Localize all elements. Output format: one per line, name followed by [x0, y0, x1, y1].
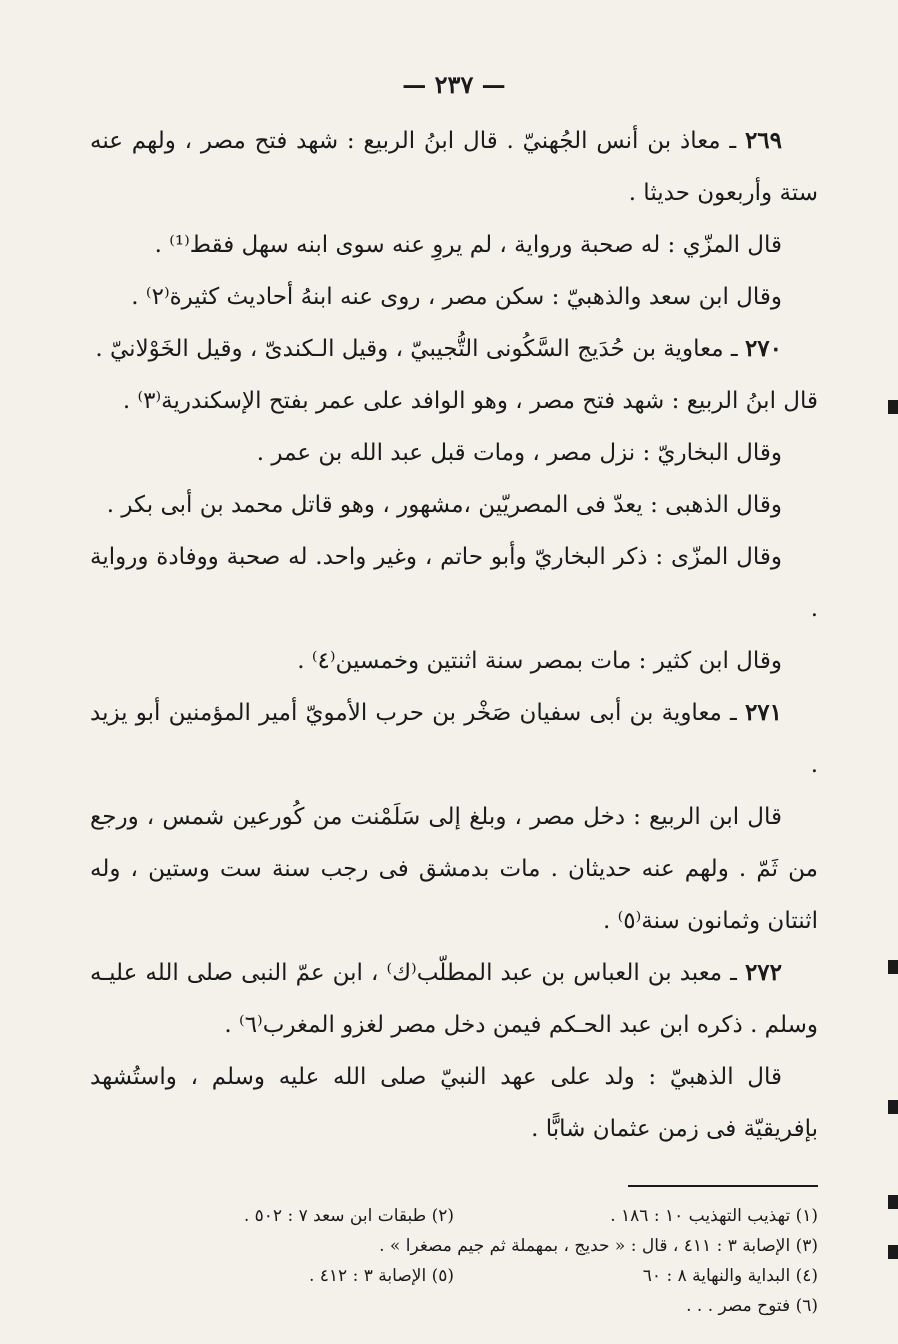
- entry-number: ٢٧٠: [744, 335, 782, 362]
- entry-paragraph: [90, 687, 818, 791]
- entry-paragraph: [90, 323, 818, 375]
- footnote-line: [90, 1201, 818, 1231]
- entry-paragraph: [90, 635, 818, 687]
- footnote-line: [90, 1231, 818, 1261]
- body-text: [90, 115, 818, 1155]
- entry-text: ـ معاوية بن حُدَيج السَّكُونى التُّجيبيّ ، وقيل الـكندىّ ، وقيل الخَوْلانيّ .: [95, 336, 745, 362]
- entry-paragraph: [90, 531, 818, 635]
- entry-text: ـ معاذ بن أنس الجُهنيّ . قال ابنُ الربيع : شهد فتح مصر ، ولهم عنه ستة وأربعون حديثا .: [90, 128, 818, 206]
- entry-paragraph: [90, 375, 818, 427]
- entry-number: ٢٧٢: [744, 959, 782, 986]
- entry-paragraph: [90, 479, 818, 531]
- entry-paragraph: [90, 219, 818, 271]
- footnote: (٦) فتوح مصر . . .: [686, 1296, 818, 1316]
- scan-edge-mark: [888, 1195, 898, 1209]
- entry-paragraph: [90, 791, 818, 947]
- entry-number: ٢٦٩: [744, 127, 782, 154]
- entry-paragraph: [90, 427, 818, 479]
- footnote: (٢) طبقات ابن سعد ٧ : ٥٠٢ .: [243, 1206, 454, 1226]
- footnote-line: [90, 1261, 818, 1291]
- entry-text: قال الذهبيّ : ولد على عهد النبيّ صلى الله عليه وسلم ، واستُشهد بإفريقيّة فى زمن عثمان شابًّا .: [90, 1064, 818, 1142]
- entry-text: قال المزّي : له صحبة ورواية ، لم يروِ عنه سوى ابنه سهل فقط⁽¹⁾ .: [154, 232, 782, 258]
- entry-paragraph: [90, 947, 818, 1051]
- footnote: (٥) الإصابة ٣ : ٤١٢ .: [308, 1266, 454, 1286]
- entry-number: ٢٧١: [744, 699, 782, 726]
- footnote-line: [90, 1291, 818, 1321]
- footnotes: [90, 1201, 818, 1321]
- footnote: (٤) البداية والنهاية ٨ : ٦٠: [642, 1266, 818, 1286]
- entry-text: وقال الذهبى : يعدّ فى المصريّين ،مشهور ، وهو قاتل محمد بن أبى بكر .: [106, 492, 782, 518]
- entry-paragraph: [90, 271, 818, 323]
- entry-text: وقال ابن كثير : مات بمصر سنة اثنتين وخمسين⁽٤⁾ .: [297, 648, 782, 674]
- footnote: (١) تهذيب التهذيب ١٠ : ١٨٦ .: [610, 1206, 818, 1226]
- scan-edge-mark: [888, 400, 898, 414]
- entry-text: وقال البخاريّ : نزل مصر ، ومات قبل عبد الله بن عمر .: [256, 440, 782, 466]
- footnote: (٣) الإصابة ٣ : ٤١١ ، قال : « حديج ، بمهملة ثم جيم مصغرا » .: [379, 1236, 818, 1256]
- entry-text: ـ معبد بن العباس بن عبد المطلّب⁽ك⁾ ، ابن عمّ النبى صلى الله عليـه وسلم . ذكره ابن عبد الحـكم فيمن دخل مصر لغزو المغرب⁽٦⁾ .: [90, 960, 818, 1038]
- footnote-divider: [628, 1185, 818, 1187]
- entry-text: وقال المزّى : ذكر البخاريّ وأبو حاتم ، وغير واحد. له صحبة ووفادة ورواية .: [90, 544, 818, 622]
- scan-edge-mark: [888, 1100, 898, 1114]
- page-number: — ٢٣٧ —: [402, 70, 506, 99]
- entry-text: قال ابنُ الربيع : شهد فتح مصر ، وهو الوافد على عمر بفتح الإسكندرية⁽٣⁾ .: [122, 388, 818, 414]
- scan-edge-mark: [888, 960, 898, 974]
- entry-paragraph: [90, 1051, 818, 1155]
- entry-text: قال ابن الربيع : دخل مصر ، وبلغ إلى سَلَمْنت من كُورعين شمس ، ورجع من ثَمّ . ولهم عنه حديثان . مات بدمشق فى رجب سنة ست وستين ، وله اثنتان وثمانون سنة⁽٥⁾ .: [90, 804, 818, 934]
- entry-text: وقال ابن سعد والذهبيّ : سكن مصر ، روى عنه ابنهُ أحاديث كثيرة⁽٢⁾ .: [131, 284, 782, 310]
- document-page: [90, 55, 818, 1325]
- entry-paragraph: [90, 115, 818, 219]
- entry-text: ـ معاوية بن أبى سفيان صَخْر بن حرب الأمويّ أمير المؤمنين أبو يزيد .: [90, 700, 818, 778]
- scan-edge-mark: [888, 1245, 898, 1259]
